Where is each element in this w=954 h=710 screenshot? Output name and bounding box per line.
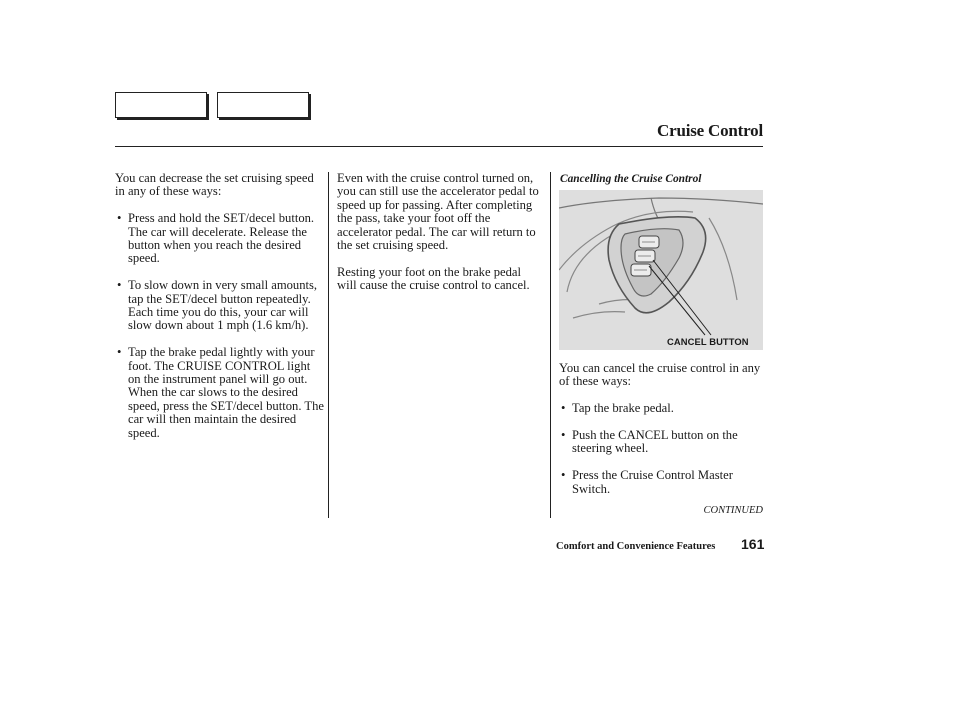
decrease-methods-list (115, 212, 325, 440)
list-item: • Press and hold the SET/decel button. The car will decelerate. Release the button when you reach the desired speed. (115, 212, 325, 266)
list-item: • To slow down in very small amounts, tap the SET/decel button repeatedly. Each time you do this, your car will slow down about 1 mph (1.6 km/h). (115, 279, 325, 333)
nav-button-previous[interactable] (115, 92, 207, 118)
decrease-intro: You can decrease the set cruising speed in any of these ways: (115, 171, 314, 199)
brake-paragraph: Resting your foot on the brake pedal will cause the cruise control to cancel. (337, 264, 530, 293)
passing-paragraph: Even with the cruise control turned on, you can still use the accelerator pedal to speed up for passing. After completing the pass, take your foot off the accelerator pedal. The car will return to the set cruising speed. (337, 171, 539, 253)
cancel-button-callout: CANCEL BUTTON (667, 336, 749, 347)
column-1 (115, 172, 325, 453)
column-3 (559, 172, 763, 509)
continued-label: CONTINUED (703, 505, 763, 516)
header-divider (115, 146, 763, 147)
list-item: • Tap the brake pedal lightly with your foot. The CRUISE CONTROL light on the instrument panel will go out. When the car slows to the desired speed, press the SET/decel button. The car will then maintain the desired speed. (115, 346, 325, 440)
page-number: 161 (741, 536, 765, 552)
column-divider (550, 172, 551, 518)
steering-wheel-figure (559, 190, 763, 350)
nav-button-next[interactable] (217, 92, 309, 118)
section-footer: Comfort and Convenience Features (556, 541, 716, 552)
list-item: • Tap the brake pedal. (559, 402, 763, 415)
page-title: Cruise Control (657, 121, 763, 140)
cancel-methods-list (559, 402, 763, 496)
column-2 (337, 172, 543, 306)
cancel-intro: You can cancel the cruise control in any of these ways: (559, 361, 761, 389)
list-item: • Push the CANCEL button on the steering wheel. (559, 429, 763, 456)
figure-title: Cancelling the Cruise Control (560, 173, 702, 185)
steering-wheel-illustration (559, 190, 763, 350)
column-divider (328, 172, 329, 518)
list-item: • Press the Cruise Control Master Switch. (559, 469, 763, 496)
